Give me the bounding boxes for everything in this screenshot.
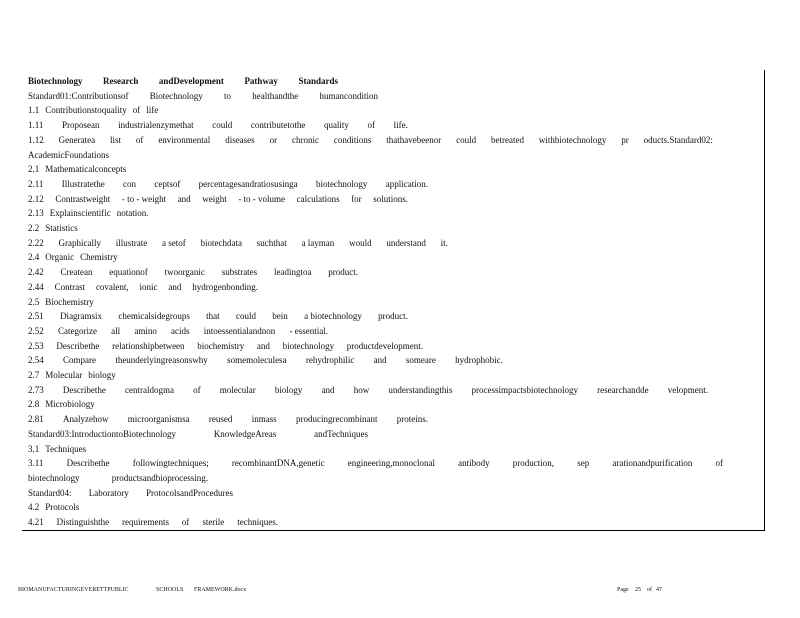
document-line <box>28 177 428 191</box>
line-segment: 2.22 <box>28 237 44 248</box>
line-segment: calculations <box>296 193 340 204</box>
document-line <box>28 412 428 426</box>
line-segment: 2.73 <box>28 384 44 395</box>
line-segment: 2.7 <box>28 370 40 380</box>
line-segment: amino <box>134 325 157 336</box>
line-segment: contributetothe <box>250 120 306 131</box>
document-line <box>28 515 278 529</box>
line-segment: andDevelopment <box>158 76 224 86</box>
document-line <box>28 368 116 382</box>
document-line <box>28 250 118 264</box>
line-segment: con <box>123 178 137 189</box>
document-line <box>28 383 708 397</box>
line-segment: Standard01:Contributionsof <box>28 90 129 101</box>
line-segment: substrates <box>221 267 258 278</box>
line-segment: proteins. <box>396 414 428 425</box>
document-line <box>28 280 258 294</box>
line-segment: Explainscientific <box>49 208 111 219</box>
line-segment: of <box>367 120 376 131</box>
line-segment: Microbiology <box>45 399 95 410</box>
line-segment: could <box>235 311 256 322</box>
line-segment: Protocols <box>45 502 80 513</box>
line-segment: industrialenzymethat <box>118 120 194 131</box>
footer-filename-part: SCHOOLS <box>156 587 184 593</box>
line-segment: velopment. <box>667 384 708 395</box>
line-segment: understandingthis <box>388 384 453 395</box>
line-segment: biology <box>88 370 116 380</box>
line-segment: 2.51 <box>28 311 44 322</box>
line-segment: of <box>132 105 141 116</box>
line-segment: someare <box>405 355 436 366</box>
document-line <box>28 103 158 117</box>
line-segment: 2.1 <box>28 164 40 175</box>
line-segment: conditions <box>333 134 372 145</box>
line-segment: 2.11 <box>28 178 44 189</box>
footer-filename-part: BIOMANUFACTURINGEVERETTPUBLIC <box>18 587 129 593</box>
line-segment: of <box>715 458 723 469</box>
line-segment: and <box>256 340 270 351</box>
line-segment: 2.12 <box>28 193 44 204</box>
page-label: Page <box>617 587 629 593</box>
line-segment: inmass <box>251 414 277 425</box>
line-segment: oducts.Standard02: <box>643 134 713 145</box>
document-line <box>28 206 148 220</box>
line-segment: intoessentialandnon <box>203 325 276 336</box>
line-segment: acids <box>171 325 190 336</box>
footer-filename-part: FRAMEWORK.docx <box>194 587 247 593</box>
line-segment: 2.42 <box>28 267 44 278</box>
line-segment: all <box>111 325 121 336</box>
page-total: 47 <box>656 587 662 593</box>
line-segment: betreated <box>491 134 524 145</box>
document-line <box>28 324 328 338</box>
line-segment: Laboratory <box>88 487 129 498</box>
line-segment: theunderlyingreasonswhy <box>115 355 208 366</box>
document-line <box>28 133 713 147</box>
line-segment: could <box>212 120 233 131</box>
line-segment: 2.53 <box>28 340 44 351</box>
line-segment: sep <box>577 458 590 469</box>
line-segment: centraldogma <box>125 384 174 395</box>
line-segment: and <box>177 193 191 204</box>
document-line <box>28 427 368 441</box>
line-segment: Generatea <box>58 134 96 145</box>
line-segment: pr <box>621 134 629 145</box>
line-segment: list <box>110 134 122 145</box>
line-segment: 2.81 <box>28 414 44 425</box>
line-segment: to <box>224 90 232 101</box>
line-segment: Organic <box>45 252 75 263</box>
line-segment: Biotechnology <box>28 76 83 86</box>
page-of-label: of <box>647 587 652 593</box>
line-segment: hydrogenbonding. <box>192 281 258 292</box>
document-line <box>28 148 109 162</box>
line-segment: thathavebeenor <box>386 134 442 145</box>
line-segment: product. <box>378 311 408 322</box>
line-segment: and <box>373 355 387 366</box>
line-segment: biochemistry <box>197 340 245 351</box>
line-segment: 1.12 <box>28 134 44 145</box>
line-segment: application. <box>385 178 428 189</box>
line-segment: - to - volume <box>238 193 286 204</box>
line-segment: researchandde <box>597 384 649 395</box>
line-segment: Biotechnology <box>149 90 203 101</box>
line-segment: requirements <box>122 517 170 527</box>
line-segment: Categorize <box>57 325 97 336</box>
line-segment: humancondition <box>319 90 378 101</box>
line-segment: a biotechnology <box>304 311 362 322</box>
line-segment: Proposean <box>62 120 100 131</box>
line-segment: 2.5 <box>28 296 40 307</box>
line-segment: Standard04: <box>28 487 72 498</box>
line-segment: could <box>456 134 477 145</box>
line-segment: healthandthe <box>252 90 299 101</box>
line-segment: quality <box>323 120 349 131</box>
line-segment: biotechdata <box>200 237 243 248</box>
line-segment: reused <box>208 414 233 425</box>
line-segment: production, <box>512 458 555 469</box>
line-segment: 3.11 <box>28 458 44 469</box>
line-segment: withbiotechnology <box>538 134 607 145</box>
line-segment: 2.4 <box>28 252 40 263</box>
line-segment: Mathematicalconcepts <box>45 164 127 175</box>
line-segment: notation. <box>116 208 149 219</box>
line-segment: life. <box>393 120 408 131</box>
line-segment: of <box>135 134 144 145</box>
line-segment: biotechnology <box>282 340 335 351</box>
line-segment: chemicalsidegroups <box>118 311 190 322</box>
line-segment: Compare <box>63 355 97 366</box>
line-segment: 2.2 <box>28 223 40 233</box>
line-segment: it. <box>440 237 448 248</box>
line-segment: ionic <box>139 281 158 292</box>
document-line <box>28 295 94 309</box>
line-segment: and <box>321 384 335 395</box>
line-segment: andTechniques <box>314 428 368 439</box>
document-line <box>28 162 126 176</box>
document-line <box>28 471 208 485</box>
line-segment: and <box>168 281 182 292</box>
document-line <box>28 192 408 206</box>
line-segment: relationshipbetween <box>112 340 185 351</box>
line-segment: a setof <box>162 237 186 248</box>
document-line <box>28 221 78 235</box>
document-line <box>28 89 378 103</box>
line-segment: recombinantDNA,genetic <box>231 458 325 469</box>
line-segment: would <box>349 237 372 248</box>
line-segment: equationof <box>109 267 148 278</box>
line-segment: Analyzehow <box>63 414 109 425</box>
line-segment: Techniques <box>45 443 87 454</box>
document-line <box>28 118 408 132</box>
line-segment: Createan <box>60 267 93 278</box>
line-segment: how <box>353 384 370 395</box>
line-segment: Research <box>103 76 139 86</box>
line-segment: 1.11 <box>28 120 44 131</box>
footer-page-number <box>617 584 677 596</box>
line-segment: antibody <box>458 458 490 469</box>
footer-left <box>18 584 278 596</box>
document-line <box>28 353 503 367</box>
line-segment: Describethe <box>66 458 110 469</box>
line-segment: AcademicFoundations <box>28 149 109 160</box>
line-segment: 2.52 <box>28 325 44 336</box>
line-segment: biotechnology <box>28 472 80 483</box>
line-segment: Pathway <box>244 76 278 86</box>
document-line <box>28 265 358 279</box>
line-segment: of <box>193 384 201 395</box>
line-segment: engineering,monoclonal <box>347 458 435 469</box>
line-segment: covalent, <box>95 281 129 292</box>
line-segment: molecular <box>219 384 256 395</box>
line-segment: Contrast <box>54 281 86 292</box>
line-segment: rehydrophilic <box>305 355 355 366</box>
line-segment: ceptsof <box>154 178 181 189</box>
line-segment: solutions. <box>373 193 408 204</box>
line-segment: arationandpurification <box>612 458 693 469</box>
document-line <box>28 442 86 456</box>
line-segment: - to - weight <box>121 193 167 204</box>
line-segment: Graphically <box>58 237 101 248</box>
line-segment: Biochemistry <box>45 296 94 307</box>
line-segment: 4.2 <box>28 502 40 513</box>
line-segment: Illustratethe <box>61 178 105 189</box>
page-current: 25 <box>635 587 641 593</box>
line-segment: Contrastweight <box>55 193 111 204</box>
line-segment: suchthat <box>256 237 287 248</box>
line-segment: microorganismsa <box>127 414 190 425</box>
line-segment: Describethe <box>56 340 100 351</box>
line-segment: followingtechniques; <box>132 458 209 469</box>
line-segment: biology <box>274 384 303 395</box>
document-line <box>28 486 233 500</box>
line-segment: diseases <box>225 134 255 145</box>
line-segment: hydrophobic. <box>455 355 503 366</box>
line-segment: environmental <box>158 134 211 145</box>
document-line <box>28 236 448 250</box>
line-segment: producingrecombinant <box>295 414 378 425</box>
line-segment: Standard03:IntroductiontoBiotechnology <box>28 428 176 439</box>
line-segment: 2.13 <box>28 208 44 219</box>
line-segment: 2.54 <box>28 355 44 366</box>
line-segment: productdevelopment. <box>346 340 423 351</box>
line-segment: ProtocolsandProcedures <box>146 487 233 498</box>
line-segment: or <box>269 134 278 145</box>
line-segment: Diagramsix <box>60 311 103 322</box>
line-segment: product. <box>328 267 358 278</box>
line-segment: biotechnology <box>315 178 368 189</box>
line-segment: processimpactsbiotechnology <box>471 384 578 395</box>
document-line <box>28 456 723 470</box>
line-segment: techniques. <box>237 517 278 527</box>
line-segment: Molecular <box>45 370 83 380</box>
line-segment: - essential. <box>289 325 328 336</box>
line-segment: Contributionstoquality <box>45 105 127 116</box>
line-segment: productsandbioprocessing. <box>111 472 208 483</box>
line-segment: somemoleculesa <box>227 355 287 366</box>
line-segment: 1.1 <box>28 105 40 116</box>
line-segment: 2.8 <box>28 399 40 410</box>
line-segment: understand <box>386 237 426 248</box>
document-line <box>28 339 423 353</box>
line-segment: 4.21 <box>28 517 44 527</box>
line-segment: a layman <box>301 237 335 248</box>
line-segment: 3.1 <box>28 443 40 454</box>
line-segment: for <box>351 193 362 204</box>
line-segment: life <box>146 105 159 116</box>
line-segment: Describethe <box>62 384 106 395</box>
line-segment: illustrate <box>115 237 148 248</box>
line-segment: Statistics <box>45 223 78 233</box>
line-segment: twoorganic <box>164 267 205 278</box>
line-segment: bein <box>272 311 288 322</box>
line-segment: of <box>181 517 190 527</box>
document-line <box>28 500 79 514</box>
line-segment: KnowledgeAreas <box>213 428 277 439</box>
document-title <box>28 74 338 88</box>
line-segment: sterile <box>202 517 225 527</box>
line-segment: that <box>206 311 220 322</box>
line-segment: leadingtoa <box>273 267 312 278</box>
line-segment: Distinguishthe <box>56 517 110 527</box>
line-segment: Standards <box>298 76 338 86</box>
line-segment: percentagesandratiosusinga <box>198 178 298 189</box>
line-segment: 2.44 <box>28 281 44 292</box>
line-segment: Chemistry <box>80 252 118 263</box>
document-line <box>28 309 408 323</box>
line-segment: chronic <box>291 134 319 145</box>
document-line <box>28 397 95 411</box>
line-segment: weight <box>202 193 227 204</box>
